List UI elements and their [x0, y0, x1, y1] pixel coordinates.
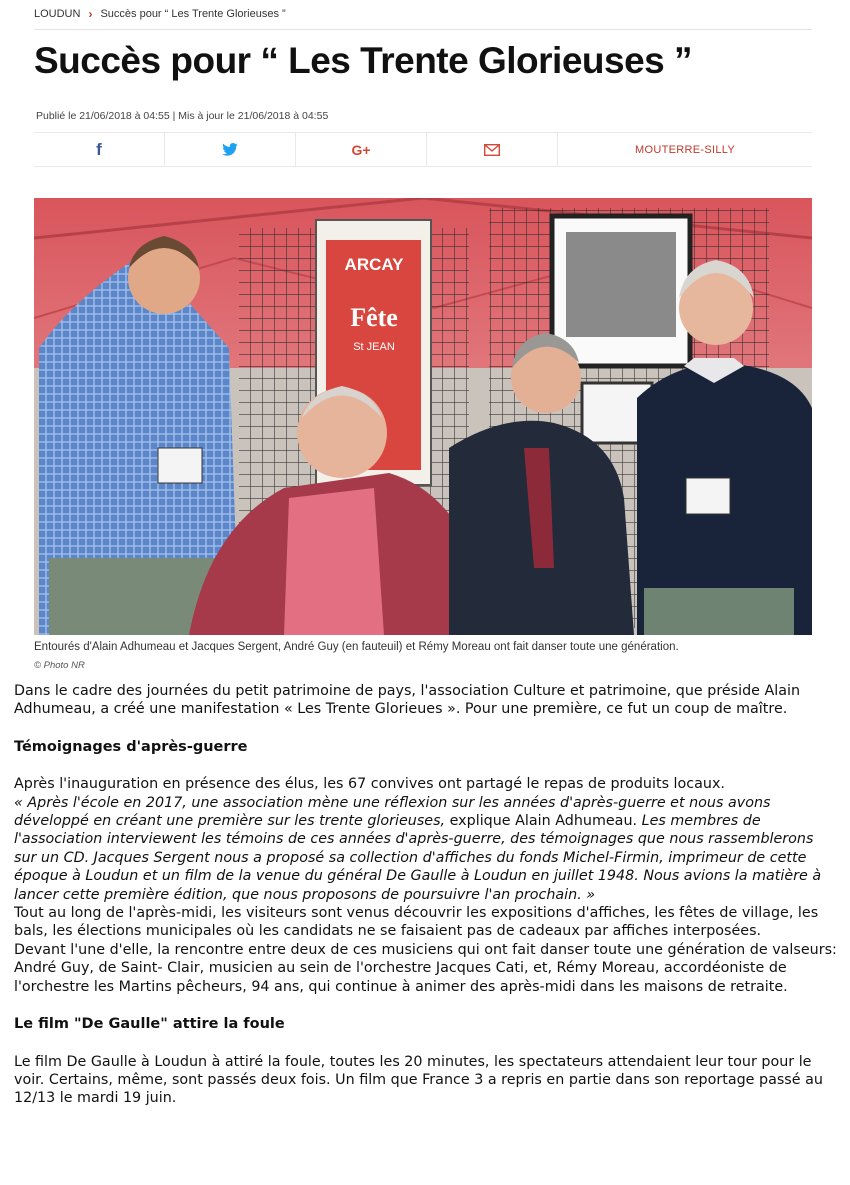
photo-credit: © Photo NR: [34, 660, 85, 671]
email-icon: [484, 144, 500, 156]
facebook-icon: f: [96, 139, 102, 159]
page-title: Succès pour “ Les Trente Glorieuses ”: [34, 40, 693, 81]
paragraph-film: Le film De Gaulle à Loudun à attiré la foule, toutes les 20 minutes, les spectateurs attendaient leur tour pour le voir. Certains, même, sont passés deux fois. Un film que France 3 a repris en partie dans son reportage passé au 12/13 le mardi 19 juin.: [14, 1053, 823, 1107]
paragraph-inauguration: Après l'inauguration en présence des élus, les 67 convives ont partagé le repas de produits locaux.: [14, 776, 725, 793]
google-plus-icon: G+: [351, 141, 371, 158]
quote-attribution: explique Alain Adhumeau.: [449, 813, 638, 830]
article-photo: [34, 198, 812, 635]
share-email-button[interactable]: [427, 133, 558, 166]
chevron-right-icon: ›: [88, 7, 93, 21]
share-facebook-button[interactable]: [34, 133, 165, 166]
section-heading-1: Témoignages d'après-guerre: [14, 738, 248, 755]
breadcrumb-section-link[interactable]: LOUDUN: [34, 8, 81, 20]
section-heading-2: Le film "De Gaulle" attire la foule: [14, 1016, 285, 1033]
publish-meta: Publié le 21/06/2018 à 04:55 | Mis à jour le 21/06/2018 à 04:55: [36, 110, 329, 122]
poster-text-2: Fête: [350, 303, 398, 332]
photo-caption: Entourés d'Alain Adhumeau et Jacques Sergent, André Guy (en fauteuil) et Rémy Moreau ont fait danser toute une génération.: [34, 641, 679, 653]
breadcrumb: [34, 7, 812, 30]
share-twitter-button[interactable]: [165, 133, 296, 166]
breadcrumb-current: Succès pour “ Les Trente Glorieuses ”: [100, 8, 286, 20]
photo-illustration: [34, 198, 812, 635]
paragraph-musicians: Devant l'une d'elle, la rencontre entre deux de ces musiciens qui ont fait danser toute une génération de valseurs: André Guy, de Saint- Clair, musicien au sein de l'orchestre Jacques Cati, et, Rémy Moreau, accordéoniste de l'orchestre les Martins pêcheurs, 94 ans, qui continue à animer des après-midi dans les maisons de retraite.: [14, 941, 837, 995]
share-googleplus-button[interactable]: [296, 133, 427, 166]
location-tag-link[interactable]: MOUTERRE-SILLY: [635, 143, 735, 156]
article-intro: Dans le cadre des journées du petit patrimoine de pays, l'association Culture et patrimoine, que préside Alain Adhumeau, a créé une manifestation « Les Trente Glorieues ». Pour une première, ce fut un coup de maître.: [14, 683, 801, 718]
share-bar: [34, 132, 812, 167]
quote-part-1: « Après l'école en 2017, une association mène une réflexion sur les années d'après-guerre et nous avons développé en créant une première sur les trente glorieuses,: [14, 794, 771, 830]
article-body: [14, 682, 840, 1108]
quote-part-2: Les membres de l'association interviewent les témoins de ces années d'après-guerre, des témoignages que nous rassemblerons sur un CD. Jacques Sergent nous a proposé sa collection d'affiches du fonds Michel-Firmin, imprimeur de cette époque à Loudun et un film de la venue du général De Gaulle à Loudun en juillet 1948. Nous avions la matière à lancer cette première édition, que nous proposons de poursuivre l'an prochain. »: [14, 813, 822, 903]
poster-text-1: ARCAY: [344, 255, 404, 274]
twitter-icon: [222, 143, 238, 156]
quote-paragraph: [14, 794, 840, 904]
paragraph-afternoon: Tout au long de l'après-midi, les visiteurs sont venus découvrir les expositions d'affiches, les fêtes de village, les bals, les élections municipales où les candidats ne se faisaient pas de cadeaux par affiches interposées.: [14, 905, 819, 940]
poster-text-3: St JEAN: [353, 341, 395, 353]
